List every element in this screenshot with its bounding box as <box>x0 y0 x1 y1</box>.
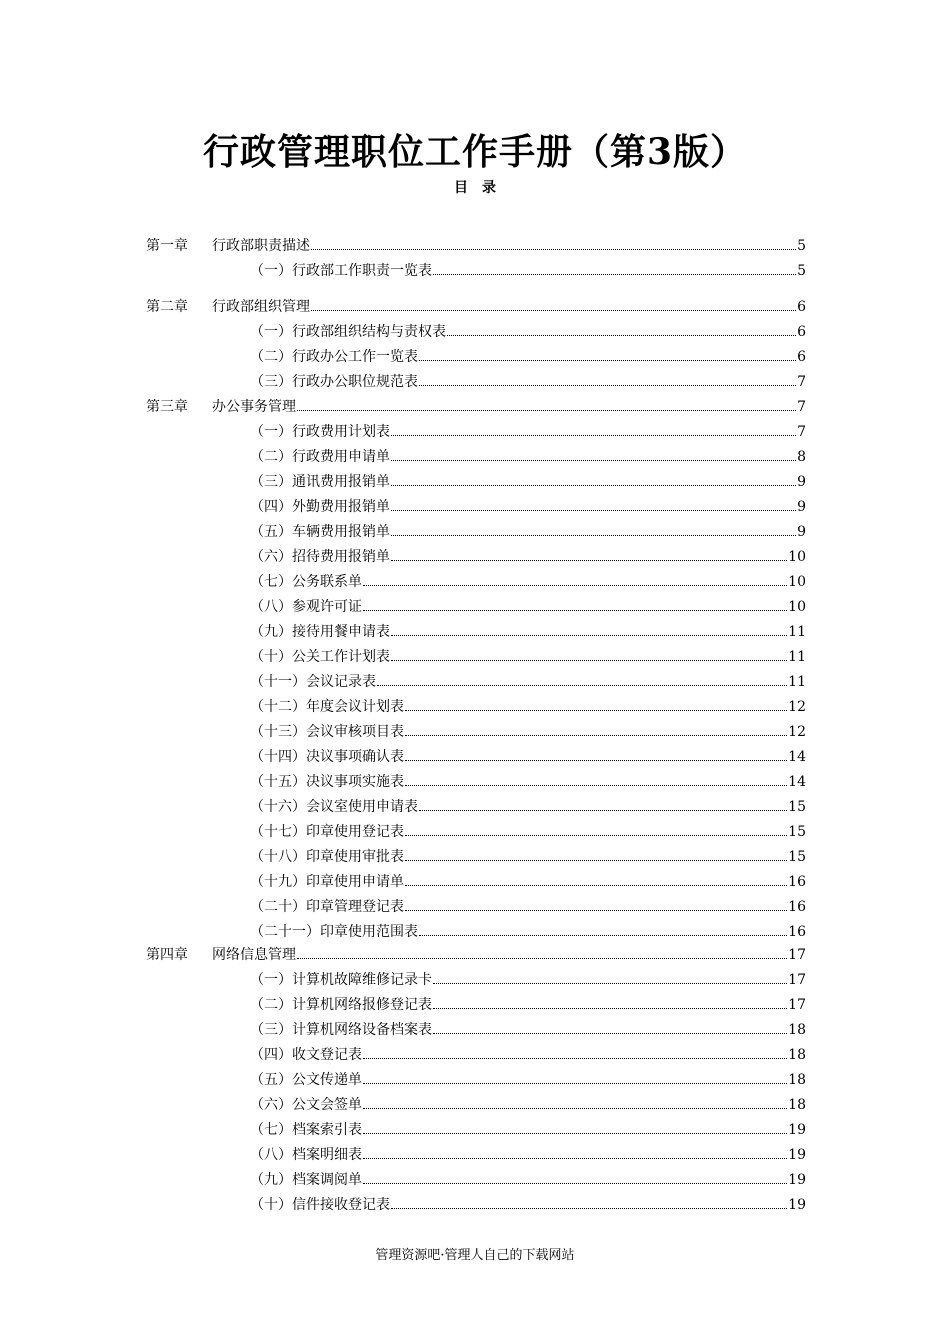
toc-dot-leader <box>391 484 796 486</box>
toc-dot-leader <box>405 909 787 911</box>
toc-entry-title: （八）档案明细表 <box>250 1147 362 1163</box>
toc-dot-leader <box>433 273 796 275</box>
toc-page-number: 5 <box>797 238 806 254</box>
toc-entry-title: （四）收文登记表 <box>250 1047 362 1063</box>
toc-entry-row[interactable] <box>146 695 806 719</box>
toc-page-number: 16 <box>788 899 806 915</box>
toc-chapter-row[interactable] <box>146 943 806 967</box>
toc-entry-title: （二十一）印章使用范围表 <box>250 924 418 940</box>
toc-page-number: 19 <box>788 1172 806 1188</box>
toc-dot-leader <box>297 409 796 411</box>
toc-entry-row[interactable] <box>146 1168 806 1192</box>
toc-entry-row[interactable] <box>146 620 806 644</box>
toc-dot-leader <box>311 248 796 250</box>
toc-entry-title: （十七）印章使用登记表 <box>250 824 404 840</box>
toc-entry-title: （十八）印章使用审批表 <box>250 849 404 865</box>
toc-page-number: 6 <box>797 349 806 365</box>
toc-dot-leader <box>433 982 787 984</box>
toc-dot-leader <box>391 459 796 461</box>
toc-page-number: 6 <box>797 299 806 315</box>
toc-entry-title: 行政部职责描述 <box>212 238 310 254</box>
toc-page-number: 6 <box>797 324 806 340</box>
toc-page-number: 17 <box>788 972 806 988</box>
toc-page-number: 12 <box>788 724 806 740</box>
toc-entry-row[interactable] <box>146 770 806 794</box>
toc-entry-row[interactable] <box>146 445 806 469</box>
toc-dot-leader <box>363 1057 787 1059</box>
toc-entry-row[interactable] <box>146 820 806 844</box>
toc-page-number: 7 <box>797 424 806 440</box>
toc-page-number: 10 <box>788 574 806 590</box>
toc-page-number: 7 <box>797 374 806 390</box>
toc-chapter-number: 第二章 <box>146 299 188 315</box>
toc-entry-title: （九）接待用餐申请表 <box>250 624 390 640</box>
toc-entry-row[interactable] <box>146 795 806 819</box>
toc-dot-leader <box>391 634 787 636</box>
toc-entry-title: （十一）会议记录表 <box>250 674 376 690</box>
toc-dot-leader <box>377 684 787 686</box>
toc-dot-leader <box>447 334 796 336</box>
toc-dot-leader <box>405 859 787 861</box>
toc-entry-title: （二）行政费用申请单 <box>250 449 390 465</box>
toc-entry-row[interactable] <box>146 520 806 544</box>
toc-dot-leader <box>391 559 787 561</box>
toc-chapter-row[interactable] <box>146 234 806 258</box>
toc-dot-leader <box>433 1007 787 1009</box>
toc-dot-leader <box>405 759 787 761</box>
toc-page-number: 16 <box>788 924 806 940</box>
toc-entry-title: （四）外勤费用报销单 <box>250 499 390 515</box>
toc-entry-title: （十四）决议事项确认表 <box>250 749 404 765</box>
toc-page-number: 19 <box>788 1147 806 1163</box>
toc-page-number: 7 <box>797 399 806 415</box>
toc-page-number: 9 <box>797 474 806 490</box>
toc-entry-row[interactable] <box>146 1193 806 1217</box>
toc-entry-title: （一）计算机故障维修记录卡 <box>250 972 432 988</box>
toc-page-number: 18 <box>788 1097 806 1113</box>
toc-page-number: 19 <box>788 1122 806 1138</box>
toc-entry-row[interactable] <box>146 420 806 444</box>
toc-dot-leader <box>391 659 787 661</box>
toc-entry-row[interactable] <box>146 720 806 744</box>
toc-entry-title: （五）公文传递单 <box>250 1072 362 1088</box>
toc-dot-leader <box>405 784 787 786</box>
toc-page-number: 10 <box>788 599 806 615</box>
toc-page-number: 11 <box>788 674 806 690</box>
toc-page-number: 12 <box>788 699 806 715</box>
toc-entry-row[interactable] <box>146 470 806 494</box>
toc-dot-leader <box>363 609 787 611</box>
toc-entry-row[interactable] <box>146 570 806 594</box>
toc-entry-row[interactable] <box>146 1043 806 1067</box>
toc-entry-title: （二）行政办公工作一览表 <box>250 349 418 365</box>
toc-chapter-number: 第三章 <box>146 399 188 415</box>
toc-entry-row[interactable] <box>146 595 806 619</box>
toc-dot-leader <box>405 734 787 736</box>
toc-entry-row[interactable] <box>146 320 806 344</box>
toc-entry-title: （五）车辆费用报销单 <box>250 524 390 540</box>
toc-dot-leader <box>363 1082 787 1084</box>
toc-entry-title: （一）行政部组织结构与责权表 <box>250 324 446 340</box>
toc-entry-row[interactable] <box>146 370 806 394</box>
toc-entry-row[interactable] <box>146 495 806 519</box>
toc-dot-leader <box>311 309 796 311</box>
toc-entry-title: （七）公务联系单 <box>250 574 362 590</box>
page-footer: 管理资源吧·管理人自己的下载网站 <box>375 1248 575 1263</box>
toc-dot-leader <box>363 1132 787 1134</box>
toc-entry-title: （九）档案调阅单 <box>250 1172 362 1188</box>
toc-entry-row[interactable] <box>146 259 806 283</box>
toc-page-number: 9 <box>797 524 806 540</box>
toc-chapter-row[interactable] <box>146 395 806 419</box>
toc-page-number: 18 <box>788 1047 806 1063</box>
toc-entry-title: （六）公文会签单 <box>250 1097 362 1113</box>
toc-chapter-number: 第四章 <box>146 947 188 963</box>
toc-dot-leader <box>363 1157 787 1159</box>
toc-entry-title: （十五）决议事项实施表 <box>250 774 404 790</box>
toc-entry-title: 行政部组织管理 <box>212 299 310 315</box>
toc-page-number: 17 <box>788 947 806 963</box>
toc-chapter-number: 第一章 <box>146 238 188 254</box>
toc-page-number: 10 <box>788 549 806 565</box>
toc-page-number: 16 <box>788 874 806 890</box>
toc-entry-title: 网络信息管理 <box>212 947 296 963</box>
toc-page-number: 15 <box>788 799 806 815</box>
toc-entry-title: （二十）印章管理登记表 <box>250 899 404 915</box>
toc-page-number: 14 <box>788 774 806 790</box>
toc-dot-leader <box>405 884 787 886</box>
toc-chapter-row[interactable] <box>146 295 806 319</box>
toc-page-number: 19 <box>788 1197 806 1213</box>
toc-entry-title: （三）通讯费用报销单 <box>250 474 390 490</box>
toc-page-number: 14 <box>788 749 806 765</box>
toc-entry-title: （三）行政办公职位规范表 <box>250 374 418 390</box>
toc-entry-title: （一）行政费用计划表 <box>250 424 390 440</box>
toc-entry-title: （六）招待费用报销单 <box>250 549 390 565</box>
toc-dot-leader <box>297 957 787 959</box>
toc-heading: 目 录 <box>454 180 496 196</box>
toc-page-number: 8 <box>797 449 806 465</box>
document-title: 行政管理职位工作手册（第3版） <box>202 131 748 173</box>
toc-dot-leader <box>405 834 787 836</box>
toc-entry-row[interactable] <box>146 993 806 1017</box>
toc-page-number: 11 <box>788 649 806 665</box>
toc-entry-row[interactable] <box>146 345 806 369</box>
toc-entry-row[interactable] <box>146 1118 806 1142</box>
toc-entry-title: （七）档案索引表 <box>250 1122 362 1138</box>
toc-dot-leader <box>419 809 787 811</box>
toc-entry-title: （十九）印章使用申请单 <box>250 874 404 890</box>
toc-dot-leader <box>391 1207 787 1209</box>
toc-entry-title: （十）信件接收登记表 <box>250 1197 390 1213</box>
toc-entry-title: （三）计算机网络设备档案表 <box>250 1022 432 1038</box>
toc-page-number: 15 <box>788 824 806 840</box>
toc-entry-row[interactable] <box>146 870 806 894</box>
toc-page-number: 11 <box>788 624 806 640</box>
toc-dot-leader <box>433 1032 787 1034</box>
toc-dot-leader <box>391 434 796 436</box>
toc-entry-row[interactable] <box>146 1018 806 1042</box>
toc-entry-row[interactable] <box>146 1068 806 1092</box>
toc-entry-row[interactable] <box>146 670 806 694</box>
toc-entry-title: （十）公关工作计划表 <box>250 649 390 665</box>
toc-entry-title: （一）行政部工作职责一览表 <box>250 263 432 279</box>
toc-dot-leader <box>391 509 796 511</box>
toc-entry-row[interactable] <box>146 645 806 669</box>
toc-entry-title: （十三）会议审核项目表 <box>250 724 404 740</box>
toc-entry-row[interactable] <box>146 745 806 769</box>
toc-dot-leader <box>363 1182 787 1184</box>
toc-entry-row[interactable] <box>146 545 806 569</box>
toc-page-number: 5 <box>797 263 806 279</box>
toc-entry-row[interactable] <box>146 968 806 992</box>
toc-entry-title: （十二）年度会议计划表 <box>250 699 404 715</box>
toc-entry-row[interactable] <box>146 1143 806 1167</box>
toc-entry-row[interactable] <box>146 845 806 869</box>
toc-page-number: 9 <box>797 499 806 515</box>
toc-dot-leader <box>419 359 796 361</box>
toc-dot-leader <box>363 584 787 586</box>
toc-entry-title: 办公事务管理 <box>212 399 296 415</box>
toc-dot-leader <box>405 709 787 711</box>
toc-entry-title: （八）参观许可证 <box>250 599 362 615</box>
toc-page-number: 17 <box>788 997 806 1013</box>
toc-entry-row[interactable] <box>146 895 806 919</box>
toc-entry-title: （十六）会议室使用申请表 <box>250 799 418 815</box>
toc-page-number: 18 <box>788 1072 806 1088</box>
toc-dot-leader <box>363 1107 787 1109</box>
toc-entry-row[interactable] <box>146 920 806 944</box>
toc-page-number: 15 <box>788 849 806 865</box>
toc-entry-title: （二）计算机网络报修登记表 <box>250 997 432 1013</box>
toc-dot-leader <box>419 934 787 936</box>
toc-page-number: 18 <box>788 1022 806 1038</box>
toc-dot-leader <box>419 384 796 386</box>
toc-dot-leader <box>391 534 796 536</box>
toc-entry-row[interactable] <box>146 1093 806 1117</box>
